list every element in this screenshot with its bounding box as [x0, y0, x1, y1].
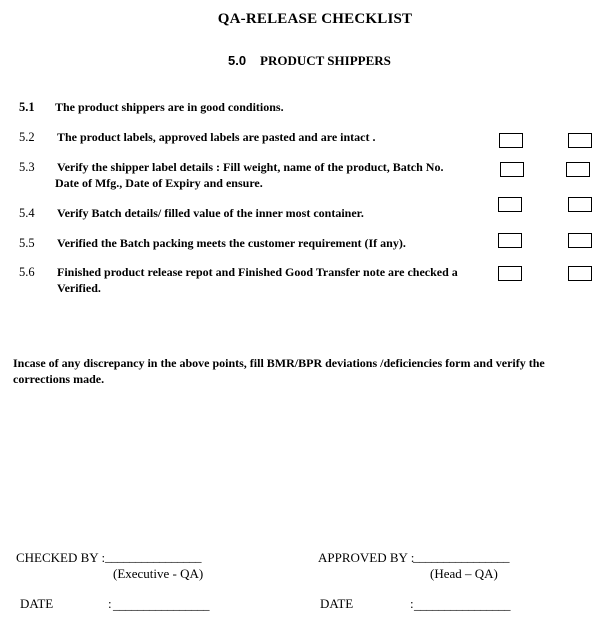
item-text: The product labels, approved labels are pasted and are intact . — [57, 130, 376, 144]
item-number: 5.6 — [19, 265, 35, 279]
item-text: The product shippers are in good conditions. — [55, 100, 284, 114]
date-line-right[interactable]: ________________ — [414, 597, 510, 612]
date-label-left: DATE — [20, 596, 54, 611]
date-line-left[interactable]: ________________ — [113, 597, 209, 612]
checkbox-yes[interactable] — [500, 162, 524, 177]
checked-by-label: CHECKED BY : — [16, 550, 106, 565]
approved-by-role: (Head – QA) — [430, 566, 498, 581]
date-label-right: DATE — [320, 596, 354, 611]
section-number: 5.0 — [228, 53, 247, 68]
discrepancy-note: Incase of any discrepancy in the above points, fill BMR/BPR deviations /deficiencies form and verify the corrections made. — [13, 356, 545, 386]
checkbox-no[interactable] — [568, 133, 592, 148]
item-number: 5.5 — [19, 236, 35, 250]
checkbox-yes[interactable] — [498, 233, 522, 248]
item-text-continued: Verified. — [57, 281, 101, 295]
item-text: Verify the shipper label details : Fill weight, name of the product, Batch No. — [57, 160, 444, 174]
item-number: 5.1 — [19, 100, 35, 114]
approved-by-label: APPROVED BY : — [318, 550, 415, 565]
checked-by-signature-line[interactable]: ________________ — [105, 549, 201, 564]
checkbox-yes[interactable] — [499, 133, 523, 148]
item-text: Verify Batch details/ filled value of the inner most container. — [57, 206, 364, 220]
date-colon-left: : — [108, 596, 112, 611]
item-text: Finished product release repot and Finished Good Transfer note are checked a — [57, 265, 458, 279]
checked-by-role: (Executive - QA) — [113, 566, 204, 581]
checkbox-yes[interactable] — [498, 266, 522, 281]
item-number: 5.2 — [19, 130, 35, 144]
approved-by-signature-line[interactable]: ________________ — [413, 549, 509, 564]
document-title: QA-RELEASE CHECKLIST — [217, 11, 413, 27]
item-text-continued: Date of Mfg., Date of Expiry and ensure. — [55, 176, 263, 190]
checkbox-no[interactable] — [566, 162, 590, 177]
item-text: Verified the Batch packing meets the customer requirement (If any). — [57, 236, 406, 250]
checkbox-no[interactable] — [568, 233, 592, 248]
checkbox-no[interactable] — [568, 197, 592, 212]
date-colon-right: : — [410, 596, 414, 611]
checkbox-no[interactable] — [568, 266, 592, 281]
section-title: PRODUCT SHIPPERS — [260, 53, 391, 68]
checkbox-yes[interactable] — [498, 197, 522, 212]
item-number: 5.3 — [19, 160, 35, 174]
item-number: 5.4 — [19, 206, 35, 220]
